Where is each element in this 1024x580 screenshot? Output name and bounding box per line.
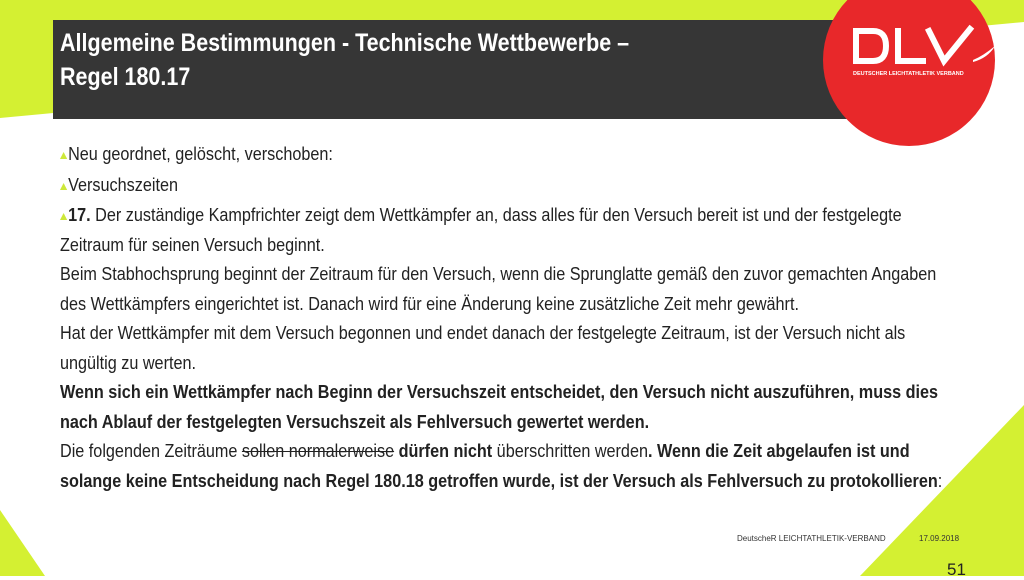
slide-content bbox=[60, 140, 960, 496]
triangle-bullet-icon bbox=[60, 152, 67, 159]
page-number: 51 bbox=[947, 560, 966, 579]
bullet-1: Neu geordnet, gelöscht, verschoben: bbox=[60, 140, 960, 170]
paragraph-pole-vault: Beim Stabhochsprung beginnt der Zeitraum für den Versuch, wenn die Sprunglatte gemäß den zuvor gemachten Angaben des Wettkämpfers eingerichtet ist. Danach wird für eine Änderung keine zusätzliche Zeit mehr gewährt. bbox=[60, 264, 937, 314]
logo-subtitle: DEUTSCHER LEICHTATHLETIK VERBAND bbox=[853, 71, 964, 77]
bullet-2: Versuchszeiten bbox=[60, 171, 960, 201]
triangle-bullet-icon bbox=[60, 183, 67, 190]
struck-text: sollen normalerweise bbox=[241, 441, 395, 461]
footer-organization: DeutscheR LEICHTATHLETIK-VERBAND bbox=[737, 534, 886, 543]
title-line-1: Allgemeine Bestimmungen - Technische Wettbewerbe – bbox=[60, 29, 630, 57]
triangle-bullet-icon bbox=[60, 213, 67, 220]
bullet-3: 17. Der zuständige Kampfrichter zeigt dem Wettkämpfer an, dass alles für den Versuch bereit ist und der festgelegte Zeitraum für seinen Versuch beginnt. bbox=[60, 205, 902, 255]
paragraph-time-limits: Die folgenden Zeiträume sollen normalerweise dürfen nicht überschritten werden. Wenn die Zeit abgelaufen ist und solange keine Entscheidung nach Regel 180.18 getroffen wurde, ist der Versuch als Fehlversuch zu protokollieren: bbox=[60, 441, 943, 491]
title-line-2: Regel 180.17 bbox=[60, 63, 191, 91]
paragraph-attempt-started: Hat der Wettkämpfer mit dem Versuch begonnen und endet danach der festgelegte Zeitraum, ist der Versuch nicht als ungültig zu werten. bbox=[60, 323, 906, 373]
footer-date: 17.09.2018 bbox=[919, 534, 960, 543]
paragraph-no-attempt: Wenn sich ein Wettkämpfer nach Beginn der Versuchszeit entscheidet, den Versuch nicht auszuführen, muss dies nach Ablauf der festgelegten Versuchszeit als Fehlversuch gewertet werden. bbox=[60, 382, 939, 432]
left-green-corner bbox=[0, 510, 45, 576]
dlv-logo bbox=[823, 0, 995, 146]
rule-number: 17. bbox=[68, 205, 91, 225]
slide-title bbox=[60, 26, 714, 94]
